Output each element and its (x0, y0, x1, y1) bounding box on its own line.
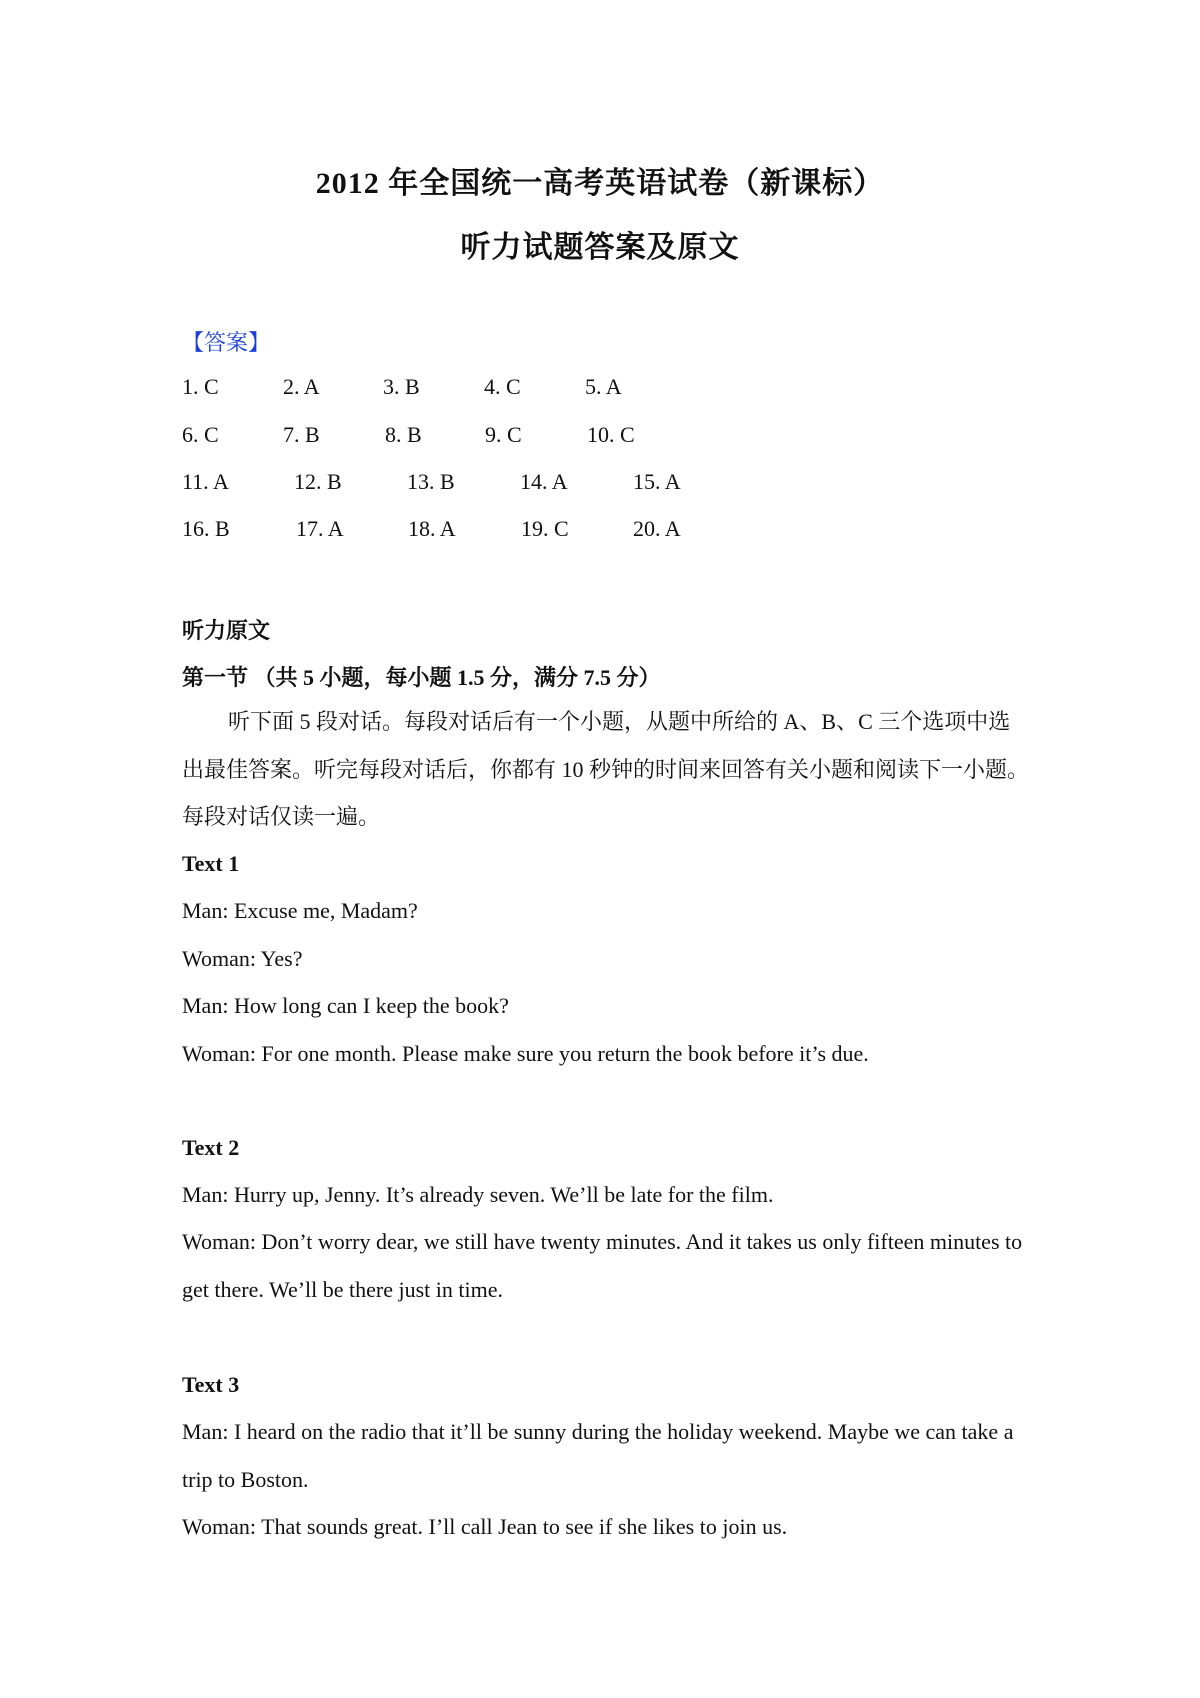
dialogue-line: Woman: Don’t worry dear, we still have twenty minutes. And it takes us only fifteen minutes to get there. We’ll be there just in time. (182, 1229, 1023, 1302)
answer-item: 7. B (283, 422, 320, 447)
dialogue-line: Man: I heard on the radio that it’ll be sunny during the holiday weekend. Maybe we can take a trip to Boston. (182, 1419, 1014, 1492)
answer-item: 18. A (408, 516, 456, 541)
answer-item: 1. C (182, 374, 219, 399)
answer-item: 17. A (296, 516, 344, 541)
document-title: 2012 年全国统一高考英语试卷（新课标） (315, 167, 885, 200)
answer-item: 2. A (283, 374, 320, 399)
answer-row (182, 422, 882, 452)
dialogue-line: Man: Hurry up, Jenny. It’s already seven. We’ll be late for the film. (182, 1182, 774, 1207)
answer-row (182, 469, 882, 499)
answer-item: 4. C (484, 374, 521, 399)
dialogue-line: Man: Excuse me, Madam? (182, 898, 418, 923)
dialogue-line: Woman: That sounds great. I’ll call Jean to see if she likes to join us. (182, 1514, 788, 1539)
answer-item: 6. C (182, 422, 219, 447)
transcript-heading: 听力原文 (182, 618, 271, 643)
dialogue-line: Woman: For one month. Please make sure you return the book before it’s due. (182, 1041, 869, 1066)
section-instructions: 听下面 5 段对话。每段对话后有一个小题，从题中所给的 A、B、C 三个选项中选出最佳答案。听完每段对话后，你都有 10 秒钟的时间来回答有关小题和阅读下一小题。每段对话仅读一遍。 (182, 709, 1030, 829)
answer-item: 3. B (383, 374, 420, 399)
answer-item: 9. C (485, 422, 522, 447)
dialogue-line: Woman: Yes? (182, 946, 303, 971)
dialogue-line: Man: How long can I keep the book? (182, 993, 509, 1018)
answer-item: 20. A (633, 516, 681, 541)
answer-item: 19. C (521, 516, 569, 541)
answer-row (182, 516, 882, 546)
answer-item: 5. A (585, 374, 622, 399)
text-title: Text 1 (182, 851, 240, 876)
answer-item: 11. A (182, 469, 229, 494)
answer-label: 【答案】 (182, 330, 271, 355)
answer-item: 14. A (520, 469, 568, 494)
answer-item: 13. B (407, 469, 455, 494)
answer-item: 16. B (182, 516, 230, 541)
text-title: Text 3 (182, 1372, 240, 1397)
answer-item: 8. B (385, 422, 422, 447)
answer-item: 15. A (633, 469, 681, 494)
answer-item: 12. B (294, 469, 342, 494)
section-title: 第一节 （共 5 小题，每小题 1.5 分，满分 7.5 分） (182, 665, 661, 690)
document-subtitle: 听力试题答案及原文 (460, 231, 740, 264)
answer-row (182, 374, 882, 404)
content-body (182, 0, 1032, 1698)
text-title: Text 2 (182, 1135, 240, 1160)
answer-item: 10. C (587, 422, 635, 447)
